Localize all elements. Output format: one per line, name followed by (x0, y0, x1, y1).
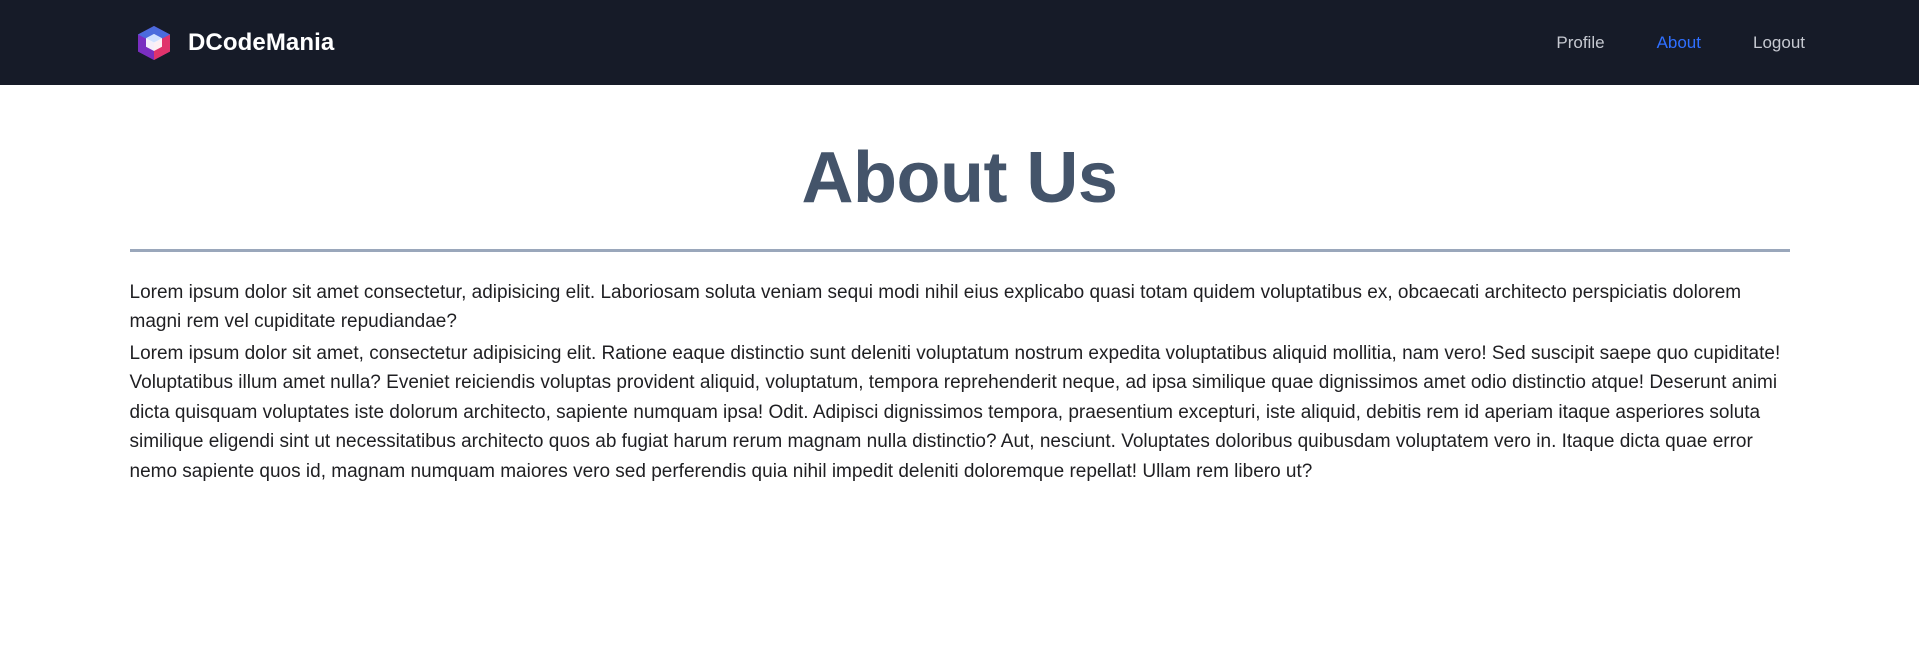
nav-link-logout[interactable]: Logout (1753, 32, 1805, 52)
brand-name: DCodeMania (188, 28, 335, 56)
brand-link[interactable] (134, 23, 334, 63)
top-navbar (0, 0, 1919, 85)
page-title: About Us (801, 138, 1118, 218)
cube-logo-icon (134, 23, 174, 63)
title-divider (130, 249, 1790, 252)
main-content (110, 137, 1810, 486)
nav-link-about[interactable]: About (1656, 32, 1701, 52)
about-paragraph-2: Lorem ipsum dolor sit amet, consectetur adipisicing elit. Ratione eaque distinctio sunt deleniti voluptatum nostrum expedita voluptatibus aliquid mollitia, nam vero! Sed suscipit saepe quo cupiditate! Voluptatibus illum amet nulla? Eveniet reiciendis voluptas provident aliquid, voluptatum, tempora reprehenderit neque, ad ipsa similique quae dignissimos amet odio distinctio atque! Deserunt animi dicta quisquam voluptates iste dolorum architecto, sapiente numquam ipsa! Odit. Adipisci dignissimos tempora, praesentium excepturi, iste aliquid, debitis rem id aperiam itaque asperiores soluta similique eligendi sint ut necessitatibus architecto quos ab fugiat harum rerum magnam nulla distinctio? Aut, nesciunt. Voluptates doloribus quibusdam voluptatem vero in. Itaque dicta quae error nemo sapiente quos id, magnam numquam maiores vero sed perferendis quia nihil impedit deleniti doloremque repellat! Ullam rem libero ut? (129, 342, 1781, 482)
nav-link-profile[interactable]: Profile (1556, 32, 1605, 52)
about-paragraph-1: Lorem ipsum dolor sit amet consectetur, adipisicing elit. Laboriosam soluta veniam sequi modi nihil eius explicabo quasi totam quidem voluptatibus ex, obcaecati architecto perspiciatis dolorem magni rem vel cupiditate repudiandae? (129, 282, 1742, 333)
nav-links (1530, 25, 1831, 61)
